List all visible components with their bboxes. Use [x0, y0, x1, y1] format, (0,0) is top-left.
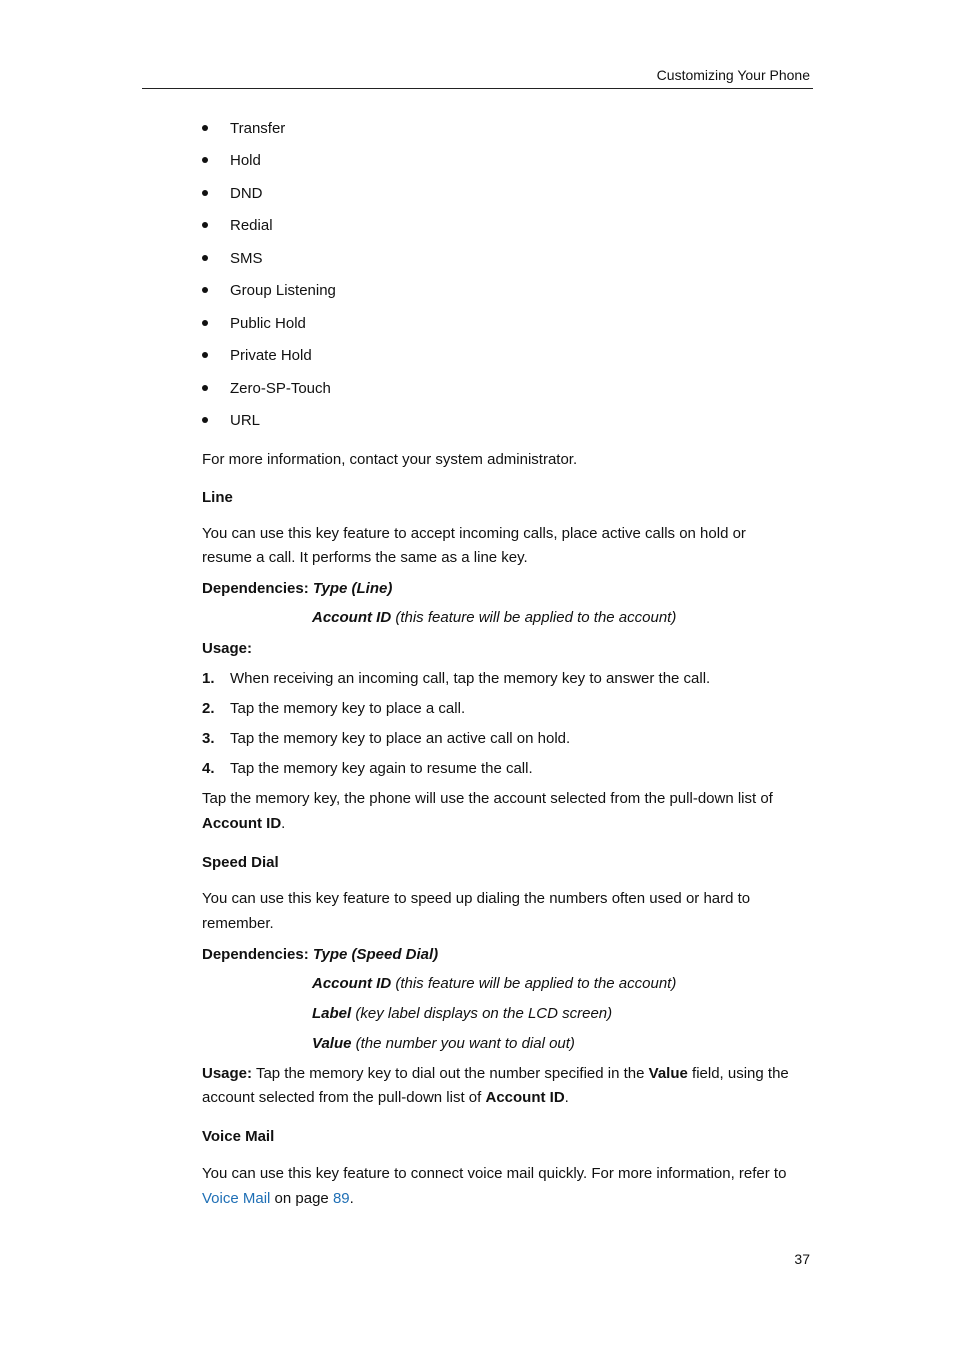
page-89-link[interactable]: 89 — [332, 1190, 350, 1207]
voice-mail-description-1: You can use this key feature to connect voice mail quickly. For more information, refer to — [202, 1165, 787, 1182]
dependency-account-label: Account ID — [312, 975, 392, 992]
dependency-value-note: (the number you want to dial out) — [355, 1035, 575, 1052]
more-info-text: For more information, contact your system administrator. — [202, 451, 578, 468]
list-item-text: URL — [230, 412, 261, 429]
step-text: Tap the memory key again to resume the call. — [230, 760, 533, 777]
speed-dial-dependency-value — [312, 1031, 575, 1056]
bullet-icon — [202, 287, 208, 293]
dependencies-label: Dependencies: — [202, 946, 309, 963]
line-after-text-2 — [202, 811, 285, 836]
sentence-end: . — [281, 815, 286, 832]
sentence-end: . — [564, 1089, 569, 1106]
bullet-icon — [202, 320, 208, 326]
dependency-type: Type (Line) — [312, 580, 393, 597]
speed-dial-usage-1 — [202, 1061, 789, 1086]
bullet-icon — [202, 417, 208, 423]
line-after-text-1: Tap the memory key, the phone will use the account selected from the pull-down list of — [202, 790, 773, 807]
bullet-icon — [202, 222, 208, 228]
step-text: When receiving an incoming call, tap the memory key to answer the call. — [230, 670, 711, 687]
step-number: 4. — [202, 760, 215, 777]
line-dependency-account — [312, 605, 676, 630]
line-description-2: resume a call. It performs the same as a line key. — [202, 549, 528, 566]
step-number: 3. — [202, 730, 215, 747]
usage-text-line2: account selected from the pull-down list of — [202, 1089, 482, 1106]
step-text: Tap the memory key to place an active call on hold. — [230, 730, 571, 747]
account-id-term: Account ID — [202, 815, 282, 832]
list-item-text: Redial — [230, 217, 273, 234]
speed-dial-dependency-account — [312, 971, 676, 996]
bullet-icon — [202, 352, 208, 358]
list-item-text: Hold — [230, 152, 261, 169]
usage-text-continued: field, using the — [692, 1065, 789, 1082]
speed-dial-dependencies — [202, 942, 438, 967]
bullet-icon — [202, 157, 208, 163]
line-dependencies — [202, 576, 392, 601]
list-item-text: Group Listening — [230, 282, 336, 299]
step-number: 2. — [202, 700, 215, 717]
sentence-end: . — [349, 1190, 354, 1207]
usage-text: Tap the memory key to dial out the number specified in the — [255, 1065, 645, 1082]
bullet-icon — [202, 385, 208, 391]
speed-dial-usage-2 — [202, 1085, 569, 1110]
dependency-label-note: (key label displays on the LCD screen) — [355, 1005, 613, 1022]
dependency-account-note: (this feature will be applied to the account) — [395, 975, 677, 992]
running-header: Customizing Your Phone — [656, 67, 810, 83]
speed-dial-dependency-label — [312, 1001, 612, 1026]
header-divider — [142, 88, 813, 89]
on-page-text: on page — [274, 1190, 329, 1207]
list-item-text: Public Hold — [230, 315, 306, 332]
line-heading: Line — [202, 489, 233, 506]
bullet-icon — [202, 125, 208, 131]
voice-mail-heading: Voice Mail — [202, 1128, 275, 1145]
dependency-account-note: (this feature will be applied to the account) — [395, 609, 677, 626]
list-item-text: SMS — [230, 250, 263, 267]
speed-dial-heading: Speed Dial — [202, 854, 279, 871]
voice-mail-link[interactable]: Voice Mail — [202, 1190, 271, 1207]
dependency-value-label: Value — [312, 1035, 352, 1052]
voice-mail-description-2 — [202, 1186, 354, 1211]
speed-dial-description-1: You can use this key feature to speed up dialing the numbers often used or hard to — [202, 890, 751, 907]
value-term: Value — [648, 1065, 688, 1082]
step-number: 1. — [202, 670, 215, 687]
usage-label: Usage: — [202, 1065, 253, 1082]
page-number: 37 — [794, 1251, 810, 1267]
list-item-text: Private Hold — [230, 347, 312, 364]
dependency-account-label: Account ID — [312, 609, 392, 626]
list-item-text: Zero-SP-Touch — [230, 380, 331, 397]
speed-dial-description-2: remember. — [202, 915, 274, 932]
dependencies-label: Dependencies: — [202, 580, 309, 597]
account-id-term: Account ID — [485, 1089, 565, 1106]
list-item-text: DND — [230, 185, 263, 202]
dependency-label-label: Label — [312, 1005, 352, 1022]
bullet-icon — [202, 190, 208, 196]
list-item-text: Transfer — [230, 120, 286, 137]
dependency-type: Type (Speed Dial) — [312, 946, 439, 963]
line-usage-label: Usage: — [202, 640, 253, 657]
line-description-1: You can use this key feature to accept incoming calls, place active calls on hold or — [202, 525, 746, 542]
bullet-icon — [202, 255, 208, 261]
step-text: Tap the memory key to place a call. — [230, 700, 466, 717]
